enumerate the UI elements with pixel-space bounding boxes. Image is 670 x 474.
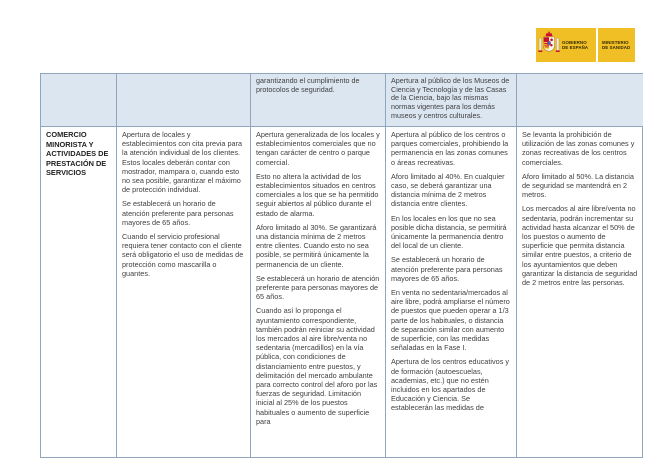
paragraph: Esto no altera la actividad de los establecimientos situados en centros comerciales a los que se ha permitido seguir abiertos al público durante el estado de alarma. — [256, 171, 379, 218]
gobierno-logo-left-panel — [536, 28, 596, 62]
paragraph: Aforo limitado al 50%. La distancia de seguridad se mantendrá en 2 metros. — [522, 171, 634, 200]
phase-3-cell — [517, 127, 643, 457]
continuation-cell-phase-3 — [517, 74, 643, 127]
gobierno-line2: DE ESPAÑA — [562, 45, 589, 50]
continuation-cell-category — [41, 74, 117, 127]
phase-1-cell — [251, 127, 386, 457]
paragraph: garantizando el cumplimiento de protocolos de seguridad. — [256, 76, 360, 94]
ministerio-logo-panel — [598, 28, 635, 62]
paragraph: Se establecerá un horario de atención preferente para personas mayores de 65 años. — [122, 199, 234, 227]
phases-table — [40, 73, 643, 458]
paragraph: Apertura al público de los centros o parques comerciales, prohibiendo la permanencia en las zonas comunes o áreas recreativas. — [391, 130, 509, 167]
phase-0-cell — [117, 127, 251, 457]
paragraph: Apertura de locales y establecimientos con cita previa para la atención individual de los clientes. Estos locales deberán contar con mostrador, mampara o, cuando esto no sea posible, garantizar el máximo de protección individual. — [122, 130, 243, 195]
paragraph: En venta no sedentaria/mercados al aire libre, podrá ampliarse el número de puestos que pueden operar a 1/3 parte de los habituales, o distancia de separación similar con aumento de superficie, con las medidas señaladas en la Fase I. — [391, 288, 510, 353]
paragraph: Apertura al público de los Museos de Ciencia y Tecnología y de las Casas de la Ciencia, bajo las mismas normas vigentes para los demás museos y centros culturales. — [391, 76, 510, 120]
paragraph: Apertura de los centros educativos y de formación (autoescuelas, academias, etc.) que no estén incluidos en los apartados de Educación y Ciencia. Se establecerán las medidas de — [391, 357, 510, 413]
paragraph: Se establecerá un horario de atención preferente para personas mayores de 65 años. — [256, 273, 380, 302]
ministerio-line1: MINISTERIO — [602, 39, 629, 45]
ministerio-line2: DE SANIDAD — [602, 45, 631, 50]
paragraph: Se establecerá un horario de atención preferente para personas mayores de 65 años. — [391, 255, 503, 283]
continuation-cell-phase-2 — [386, 74, 517, 127]
phase-2-cell — [386, 127, 517, 457]
gobierno-line1: GOBIERNO — [562, 39, 587, 45]
row-category: COMERCIO MINORISTA Y ACTIVIDADES DE PRESTACIÓN DE SERVICIOS — [41, 127, 117, 457]
gobierno-logo-text — [562, 40, 588, 50]
paragraph: Los mercados al aire libre/venta no sedentaria, podrán incrementar su actividad hasta alcanzar el 50% de los puestos o aumento de superficie que permita distancia similar entre puestos, a criterio de los ayuntamientos que deben garantizar la distancia de seguridad de 2 metros entre las personas. — [522, 204, 638, 288]
coat-of-arms-icon — [538, 31, 560, 59]
paragraph: Aforo limitado al 40%. En cualquier caso, se deberá garantizar una distancia mínima de 2 metros distancia entre clientes. — [391, 171, 505, 209]
gobierno-logo — [536, 28, 635, 62]
paragraph: Cuando el servicio profesional requiera tener contacto con el cliente será obligatorio el uso de medidas de protección como mascarilla o guantes. — [122, 232, 244, 278]
paragraph: Cuando así lo proponga el ayuntamiento correspondiente, también podrán reiniciar su actividad los mercados al aire libre/venta no sedentaria (mercadillos) en la vía pública, con condiciones de distanciamiento entre puestos, y delimitación del mercado ambulante para correcto control del aforo por las fuerzas de seguridad. Limitación inicial al 25% de los puestos habituales o aumento de superficie para — [256, 306, 378, 426]
continuation-cell-phase-1 — [251, 74, 386, 127]
ministerio-logo-text — [602, 40, 630, 50]
paragraph: Aforo limitado al 30%. Se garantizará una distancia mínima de 2 metros entre clientes. Cuando esto no sea posible, se permitirá únicamente la permanencia de un cliente. — [256, 222, 377, 269]
paragraph: Apertura generalizada de los locales y establecimientos comerciales que no tengan carácter de centro o parque comercial. — [256, 130, 380, 167]
paragraph: En los locales en los que no sea posible dicha distancia, se permitirá únicamente la permanencia dentro del local de un cliente. — [391, 213, 507, 251]
paragraph: Se levanta la prohibición de utilización de las zonas comunes y zonas recreativas de los centros comerciales. — [522, 130, 635, 167]
continuation-cell-phase-0 — [117, 74, 251, 127]
